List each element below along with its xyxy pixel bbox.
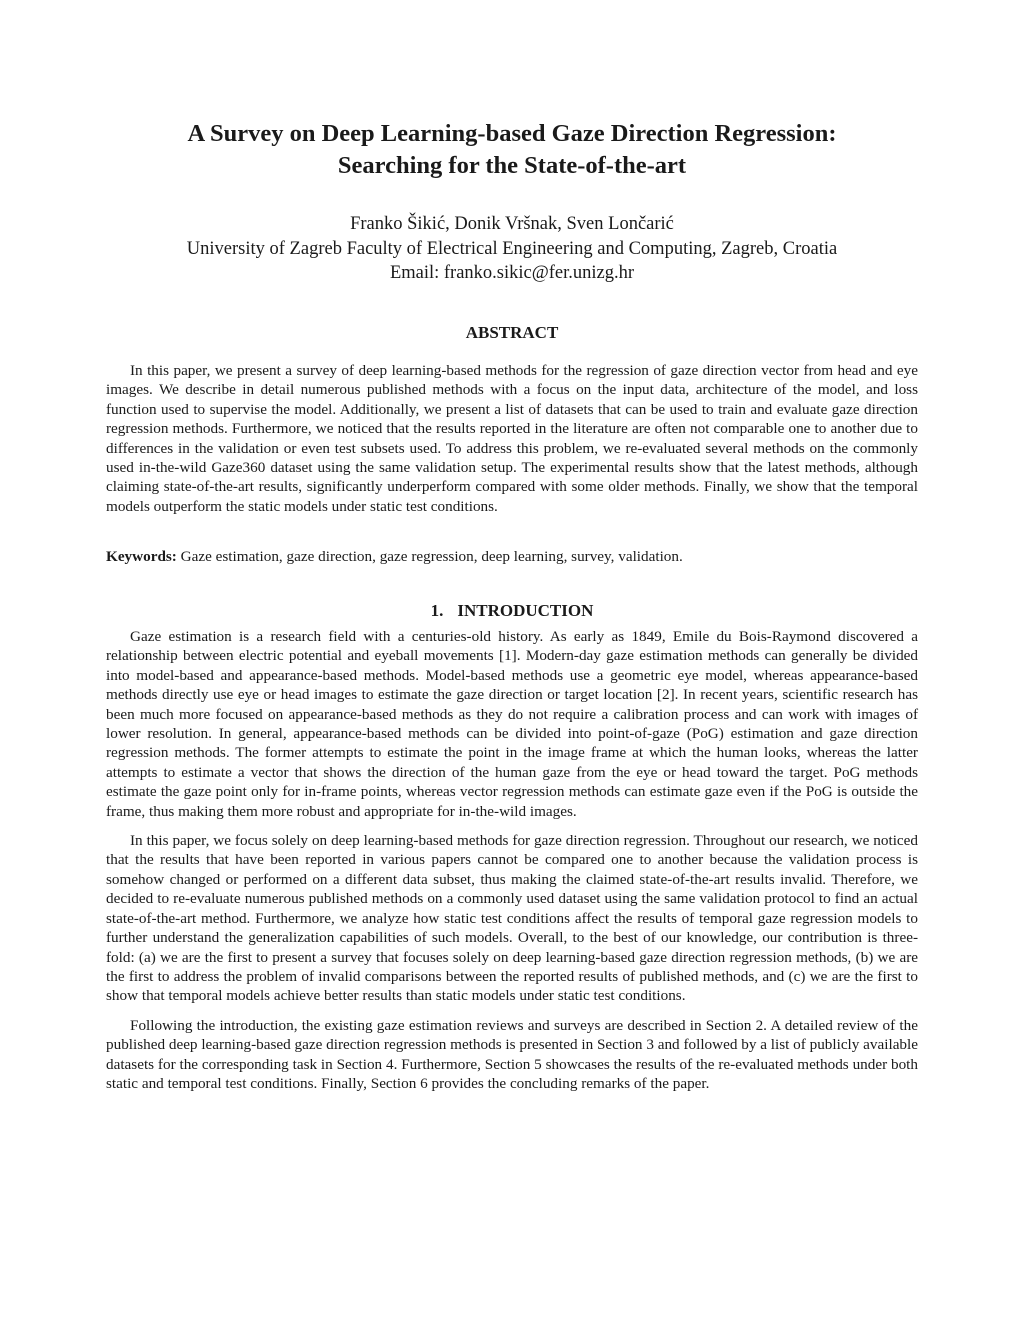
abstract-text: In this paper, we present a survey of deep learning-based methods for the regression of gaze direction vector from head and eye images. We describe in detail numerous published methods with a focus on the input data, architecture of the model, and loss function used to supervise the model. Additionally, we present a list of datasets that can be used to train and evaluate gaze direction regression methods. Furthermore, we noticed that the results reported in the literature are often not comparable one to another due to differences in the validation or even test subsets used. To address this problem, we re-evaluated several methods on the commonly used in-the-wild Gaze360 dataset using the same validation setup. The experimental results show that the latest methods, although claiming state-of-the-art results, significantly underperform compared with some older methods. Finally, we show that the temporal models outperform the static models under static test conditions. (106, 362, 918, 515)
introduction-heading (106, 600, 918, 622)
introduction-paragraph: Gaze estimation is a research field with a centuries-old history. As early as 1849, Emile du Bois-Raymond discovered a relationship between electric potential and eyeball movements [1]. Modern-day gaze estimation methods can generally be divided into model-based and appearance-based methods. Model-based methods use a geometric eye model, whereas appearance-based methods directly use eye or head images to estimate the gaze direction or target location [2]. In recent years, scientific research has been much more focused on appearance-based methods as they do not require a calibration process and can work with images of lower resolution. In general, appearance-based methods can be divided into point-of-gaze (PoG) estimation and gaze direction regression methods. The former attempts to estimate the point in the image frame at which the human looks, whereas the latter attempts to estimate a vector that shows the direction of the human gaze from the eye or head toward the target. PoG methods estimate the gaze point only for in-frame points, whereas vector regression methods can estimate gaze even if the PoG is outside the frame, thus making them more robust and appropriate for in-the-wild images. (106, 628, 918, 820)
paper-title (106, 118, 918, 182)
keywords-label: Keywords: (106, 548, 177, 565)
author-names: Franko Šikić, Donik Vršnak, Sven Lončarić (350, 214, 674, 234)
abstract-heading: ABSTRACT (465, 323, 559, 342)
section-title: INTRODUCTION (457, 601, 594, 620)
introduction-section (106, 627, 918, 1093)
paper-title-line-1: A Survey on Deep Learning-based Gaze Direction Regression: (187, 120, 837, 147)
keywords-text: Gaze estimation, gaze direction, gaze regression, deep learning, survey, validation. (176, 548, 683, 565)
introduction-paragraph: In this paper, we focus solely on deep learning-based methods for gaze direction regression. Throughout our research, we noticed that the results that have been reported in various papers cannot be compared one to another because the validation process is somehow changed or performed on a different data subset, thus making the claimed state-of-the-art results invalid. Therefore, we decided to re-evaluate numerous published methods on a commonly used dataset using the same validation protocol to find an actual state-of-the-art method. Furthermore, we analyze how static test conditions affect the results of temporal gaze regression models to further understand the generalization capabilities of such models. Overall, to the best of our knowledge, our contribution is three-fold: (a) we are the first to present a survey that focuses solely on deep learning-based gaze direction regression methods, (b) we are the first to address the problem of invalid comparisons between the reported results of published methods, and (c) we are the first to show that temporal models achieve better results than static models under static test conditions. (106, 832, 918, 1005)
section-number: 1. (430, 601, 444, 620)
introduction-paragraph: Following the introduction, the existing gaze estimation reviews and surveys are described in Section 2. A detailed review of the published deep learning-based gaze direction regression methods is presented in Section 3 and followed by a list of publicly available datasets for the corresponding task in Section 4. Furthermore, Section 5 showcases the results of the re-evaluated methods under both static and temporal test conditions. Finally, Section 6 provides the concluding remarks of the paper. (106, 1016, 918, 1092)
author-block (106, 212, 918, 286)
paper-title-line-2: Searching for the State-of-the-art (337, 152, 687, 179)
author-email: Email: franko.sikic@fer.unizg.hr (389, 263, 635, 283)
author-affiliation: University of Zagreb Faculty of Electrical Engineering and Computing, Zagreb, Croatia (186, 238, 838, 259)
abstract-section (106, 361, 918, 516)
keywords-line (106, 547, 918, 566)
